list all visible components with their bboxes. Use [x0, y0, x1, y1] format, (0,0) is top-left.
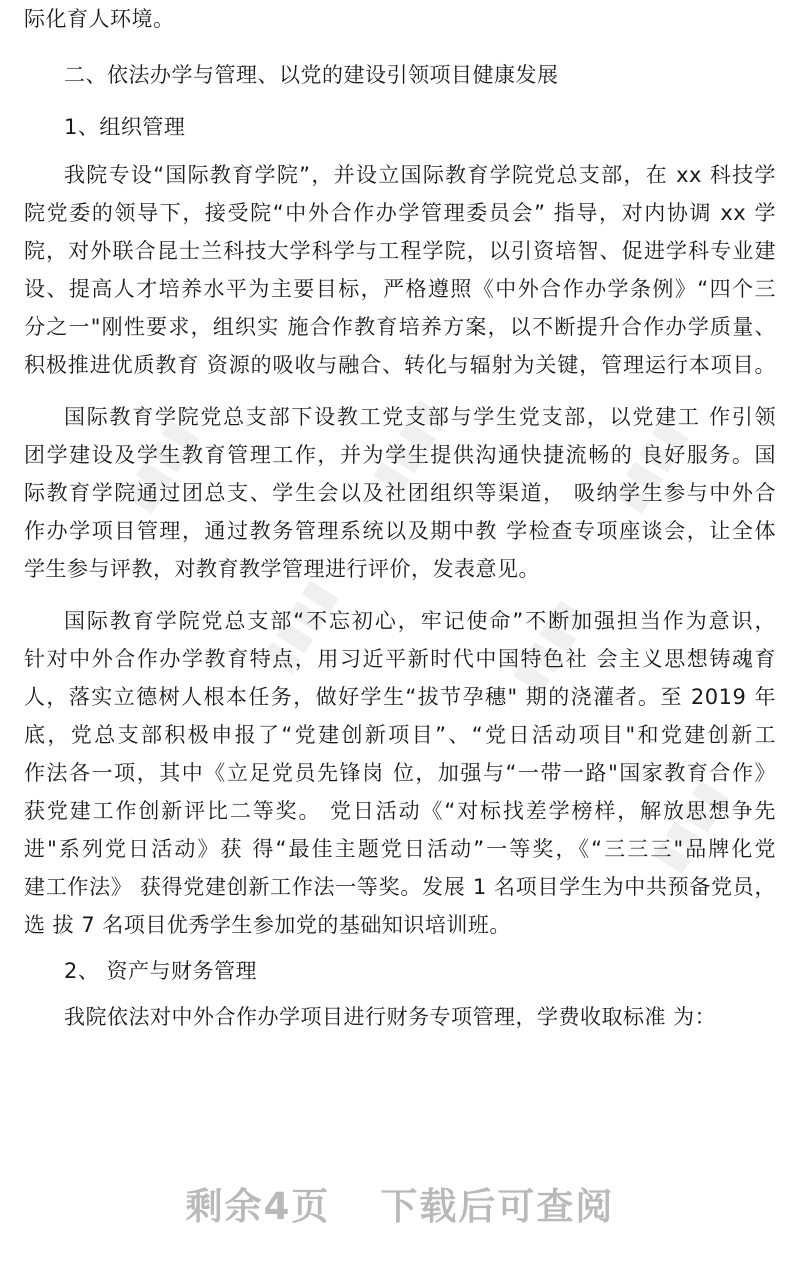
paragraph-line: 获党建工作创新评比二等奖。 党日活动《“对标找差学榜样，解放思想争先 — [24, 799, 776, 823]
paragraph-line: 院，对外联合昆士兰科技大学科学与工程学院，以引资培智、促进学科专业建 — [24, 239, 776, 263]
watermark: ▮▮▮▮ — [501, 590, 596, 701]
paragraph-line: 积极推进优质教育 资源的吸收与融合、转化与辐射为关键，管理运行本项目。 — [24, 353, 776, 377]
paragraph-line: 国际教育学院党总支部“不忘初心，牢记使命”不断加强担当作为意识， — [64, 609, 776, 633]
paragraph-line: 人，落实立德树人根本任务，做好学生“拔节孕穗" 期的浇灌者。至 2019 年 — [24, 685, 776, 709]
watermark: ▮▮▮▮ — [641, 770, 736, 881]
watermark: ▮▮▮▮ — [251, 570, 346, 681]
paragraph-line: 我院专设“国际教育学院”，并设立国际教育学院党总支部，在 xx 科技学 — [64, 163, 776, 187]
paragraph-line: 选 拔 7 名项目优秀学生参加党的基础知识培训班。 — [24, 913, 511, 937]
download-prompt[interactable] — [0, 1176, 800, 1230]
paragraph-line: 国际教育学院党总支部下设教工党支部与学生党支部，以党建工 作引领 — [64, 405, 776, 429]
paragraph-line: 学生参与评教，对教育教学管理进行评价，发表意见。 — [24, 557, 540, 581]
paragraph-line: 我院依法对中外合作办学项目进行财务专项管理，学费收取标准 为： — [64, 1005, 717, 1029]
intro-tail: 际化育人环境。 — [24, 7, 175, 31]
download-to-view-label: 下载后可查阅 — [380, 1185, 615, 1228]
paragraph-line: 分之一"刚性要求，组织实 施合作教育培养方案，以不断提升合作办学质量、 — [24, 315, 776, 339]
paragraph-line: 院党委的领导下，接受院“中外合作办学管理委员会” 指导，对内协调 xx 学 — [24, 201, 776, 225]
section-heading: 二、依法办学与管理、以党的建设引领项目健康发展 — [64, 63, 559, 87]
paragraph-line: 建工作法》 获得党建创新工作法一等奖。发展 1 名项目学生为中共预备党员， — [24, 875, 776, 899]
paragraph-line: 针对中外合作办学教育特点，用习近平新时代中国特色社 会主义思想铸魂育 — [24, 647, 776, 671]
paragraph-line: 底，党总支部积极申报了“党建创新项目”、“党日活动项目"和党建创新工 — [24, 723, 776, 747]
watermark: ▮▮▮▮ — [111, 410, 206, 521]
paragraph-line: 作法各一项，其中《立足党员先锋岗 位，加强与“一带一路"国家教育合作》 — [24, 761, 776, 785]
remaining-pages-label: 剩余4页 — [185, 1185, 331, 1228]
subsection-heading-finance: 2、 资产与财务管理 — [64, 959, 258, 983]
paragraph-line: 设、提高人才培养水平为主要目标，严格遵照《中外合作办学条例》“四个三 — [24, 277, 776, 301]
paragraph-line: 际教育学院通过团总支、学生会以及社团组织等渠道， 吸纳学生参与中外合 — [24, 481, 776, 505]
watermark: ▮▮▮▮ — [361, 390, 456, 501]
subsection-heading-organization: 1、组织管理 — [64, 115, 186, 139]
watermark: ▮▮▮▮ — [601, 410, 696, 521]
paragraph-line: 作办学项目管理，通过教务管理系统以及期中教 学检查专项座谈会，让全体 — [24, 519, 776, 543]
paragraph-line: 团学建设及学生教育管理工作，并为学生提供沟通快捷流畅的 良好服务。国 — [24, 443, 776, 467]
paragraph-line: 进"系列党日活动》获 得“最佳主题党日活动”一等奖，《“三三三"品牌化党 — [24, 837, 776, 861]
